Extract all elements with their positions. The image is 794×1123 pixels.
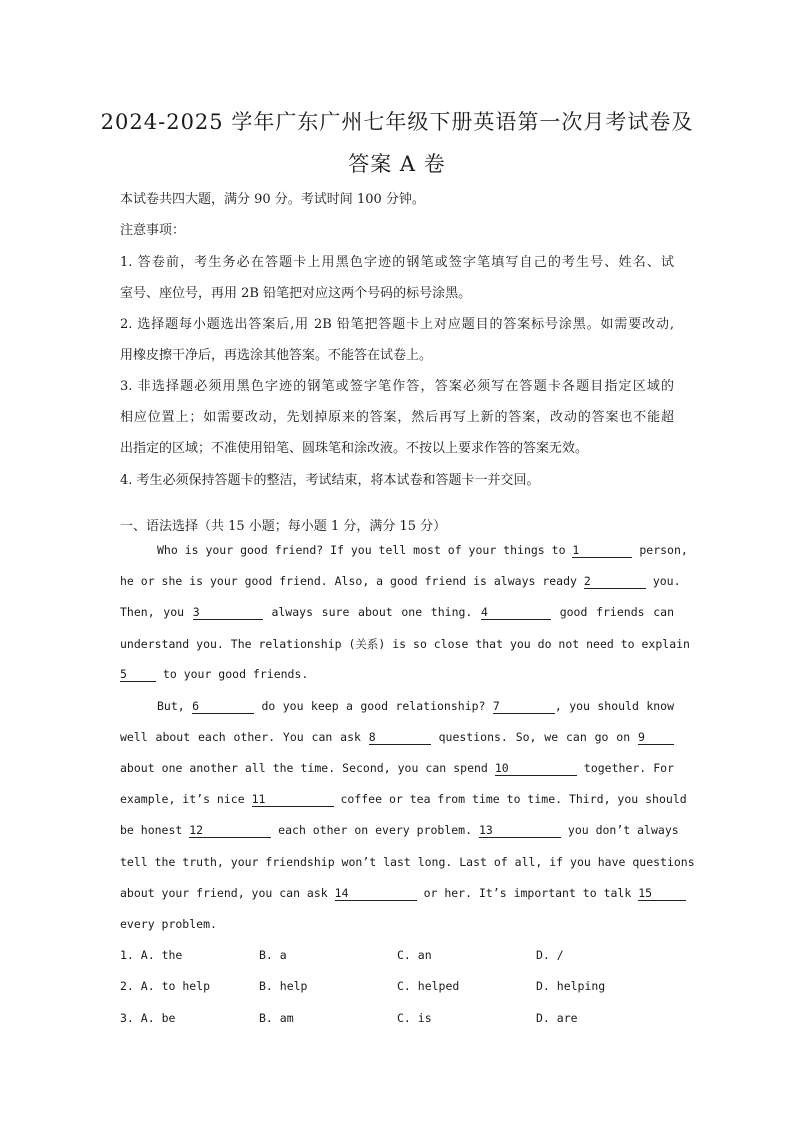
notice-3-line-3: 出指定的区域；不准使用铅笔、圆珠笔和涂改液。不按以上要求作答的答案无效。 <box>120 441 589 456</box>
choice-c[interactable]: C. helped <box>397 979 460 993</box>
blank-6[interactable]: 6 <box>192 700 254 714</box>
choice-b[interactable]: B. am <box>259 1011 294 1025</box>
choice-c[interactable]: C. is <box>397 1011 432 1025</box>
notice-4-line-1: 4. 考生必须保持答题卡的整洁，考试结束，将本试卷和答题卡一并交回。 <box>120 473 540 488</box>
passage-line: Who is your good friend? If you tell most of your things to 1 person, <box>157 543 688 557</box>
question-number: 3. <box>120 1011 134 1025</box>
blank-2[interactable]: 2 <box>584 575 646 589</box>
notice-3-line-1: 3. 非选择题必须用黑色字迹的钢笔或签字笔作答，答案必须写在答题卡各题目指定区域的 <box>120 379 674 394</box>
passage-line: every problem. <box>120 917 217 931</box>
passage-line: tell the truth, your friendship won’t last long. Last of all, if you have questions <box>120 855 695 869</box>
choice-b[interactable]: B. a <box>259 948 287 962</box>
blank-1[interactable]: 1 <box>572 544 632 558</box>
choice-b[interactable]: B. help <box>259 979 308 993</box>
blank-15[interactable]: 15 <box>638 887 686 901</box>
passage-line: But, 6 do you keep a good relationship? 7 , you should know <box>157 699 675 713</box>
passage-line: about your friend, you can ask 14 or her. It’s important to talk 15 <box>120 886 674 901</box>
passage-line: he or she is your good friend. Also, a good friend is always ready 2 you. <box>120 574 681 588</box>
passage-line: about one another all the time. Second, you can spend 10 together. For <box>120 761 675 775</box>
choice-c[interactable]: C. an <box>397 948 432 962</box>
blank-8[interactable]: 8 <box>369 731 431 745</box>
option-row-2 <box>120 979 210 993</box>
title-line-2: 答案 A 卷 <box>348 152 446 176</box>
question-number: 2. <box>120 979 134 993</box>
passage-line: 5 to your good friends. <box>120 667 309 681</box>
blank-4[interactable]: 4 <box>481 606 551 620</box>
option-row-1 <box>120 948 182 962</box>
passage-line: understand you. The relationship (关系) is so close that you do not need to explain <box>120 637 690 651</box>
option-row-3 <box>120 1011 175 1025</box>
notice-3-line-2: 相应位置上；如需要改动，先划掉原来的答案，然后再写上新的答案，改动的答案也不能超 <box>120 410 674 425</box>
notice-2-line-2: 用橡皮擦干净后，再选涂其他答案。不能答在试卷上。 <box>120 348 433 363</box>
choice-d[interactable]: D. / <box>536 948 564 962</box>
passage-line: be honest 12 each other on every problem. 13 you don’t always <box>120 823 679 837</box>
exam-summary: 本试卷共四大题，满分 90 分。考试时间 100 分钟。 <box>120 192 425 207</box>
passage-line: Then, you 3 always sure about one thing. 4 good friends can <box>120 605 675 619</box>
notice-2-line-1: 2. 选择题每小题选出答案后,用 2B 铅笔把答题卡上对应题目的答案标号涂黑。如需要改动, <box>120 317 674 332</box>
choice-a[interactable]: A. to help <box>140 979 211 993</box>
passage-line: well about each other. You can ask 8 questions. So, we can go on 9 <box>120 730 674 745</box>
choice-d[interactable]: D. helping <box>536 979 606 993</box>
blank-3[interactable]: 3 <box>193 606 263 620</box>
notice-1-line-2: 室号、座位号，再用 2B 铅笔把对应这两个号码的标号涂黑。 <box>120 286 472 301</box>
choice-a[interactable]: A. be <box>140 1011 176 1025</box>
blank-9[interactable]: 9 <box>638 731 674 745</box>
blank-14[interactable]: 14 <box>335 887 417 901</box>
title-line-1: 2024-2025 学年广东广州七年级下册英语第一次月考试卷及 <box>100 110 694 134</box>
notice-1-line-1: 1. 答卷前，考生务必在答题卡上用黑色字迹的钢笔或签字笔填写自己的考生号、姓名、试 <box>120 255 674 270</box>
choice-d[interactable]: D. are <box>536 1011 578 1025</box>
blank-13[interactable]: 13 <box>479 824 561 838</box>
blank-10[interactable]: 10 <box>495 762 577 776</box>
passage-line: example, it’s nice 11 coffee or tea from time to time. Third, you should <box>120 792 687 806</box>
blank-5[interactable]: 5 <box>120 668 156 682</box>
blank-7[interactable]: 7 <box>493 700 555 714</box>
question-number: 1. <box>120 948 134 962</box>
section-1-heading: 一、语法选择（共 15 小题；每小题 1 分，满分 15 分） <box>120 519 447 534</box>
notice-heading: 注意事项： <box>120 223 186 238</box>
blank-11[interactable]: 11 <box>252 793 334 807</box>
choice-a[interactable]: A. the <box>140 948 183 962</box>
blank-12[interactable]: 12 <box>189 824 271 838</box>
